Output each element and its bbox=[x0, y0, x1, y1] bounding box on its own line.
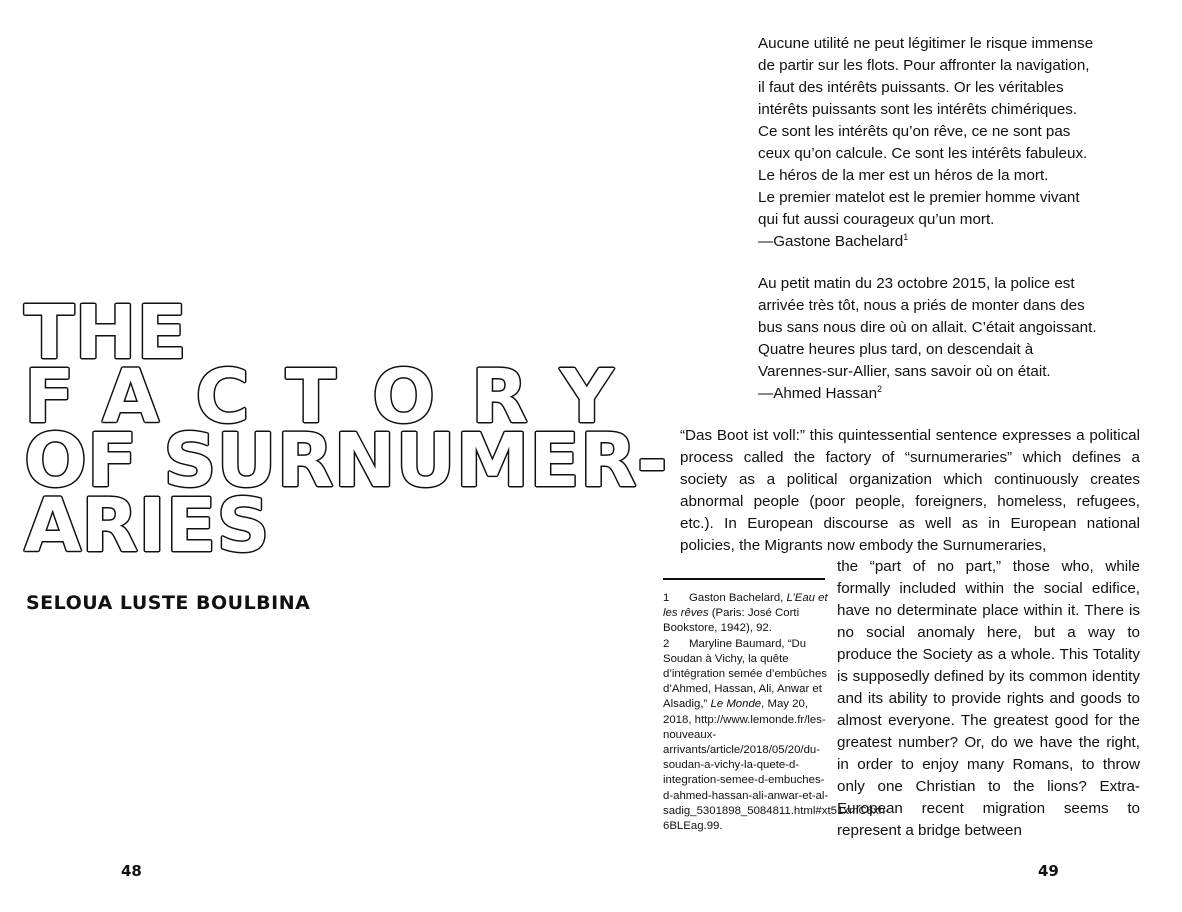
author-name: SELOUA LUSTE BOULBINA bbox=[26, 592, 311, 614]
epigraph-line: Varennes-sur-Allier, sans savoir où on était. bbox=[758, 363, 1051, 380]
footnotes bbox=[663, 591, 889, 834]
footnote-2 bbox=[663, 637, 889, 835]
page-number-right: 49 bbox=[1038, 862, 1059, 880]
epigraph-line: ceux qu’on calcule. Ce sont les intérêts fabuleux. bbox=[758, 145, 1088, 162]
footnote-text: Gaston Bachelard, bbox=[689, 592, 787, 604]
page-number-left: 48 bbox=[121, 862, 142, 880]
epigraph-line: Quatre heures plus tard, on descendait à bbox=[758, 341, 1034, 358]
epigraph-line: Le héros de la mer est un héros de la mort. bbox=[758, 167, 1049, 184]
epigraph-line: intérêts puissants sont les intérêts chimériques. bbox=[758, 101, 1078, 118]
epigraph-line: Le premier matelot est le premier homme vivant bbox=[758, 189, 1080, 206]
footnote-number: 2 bbox=[663, 637, 670, 650]
epigraph-line: Au petit matin du 23 octobre 2015, la police est bbox=[758, 275, 1075, 292]
title-line-1: THE bbox=[24, 290, 187, 376]
epigraph-attribution bbox=[758, 383, 1158, 405]
epigraph-line: il faut des intérêts puissants. Or les véritables bbox=[758, 79, 1064, 96]
epigraph-line: bus sans nous dire où on allait. C’était angoissant. bbox=[758, 319, 1097, 336]
epigraph-line: Aucune utilité ne peut légitimer le risque immense bbox=[758, 35, 1094, 52]
body-paragraph: the “part of no part,” those who, while formally included within the social edifice, have no determinate place within it. There is no social anomaly here, but a way to produce the Society as a whole. This Totality is supposedly defined by its common identity and its ability to provide rights and goods to almost everyone. The greatest good for the greatest number? Or, do we have the right, in order to enjoy many Romans, to throw only one Christian to the lions? Extra-European recent migration seems to represent a bridge between bbox=[837, 558, 1140, 839]
title-line-4: ARIES bbox=[24, 483, 270, 569]
footnote-text: Maryline Baumard, “Du Soudan à Vichy, la quête d’intégration semée d’embûches d’Ahmed, Hassan, Ali, Anwar et Alsadig,” bbox=[663, 637, 827, 711]
footnote-title: L’Eau et les rêves bbox=[663, 592, 828, 620]
epigraph-bachelard bbox=[758, 33, 1158, 253]
footnote-text: (Paris: José Corti Bookstore, 1942), 92. bbox=[663, 607, 800, 635]
attribution-text: —Gastone Bachelard bbox=[758, 233, 904, 250]
epigraph-hassan bbox=[758, 273, 1158, 405]
epigraph-line: Ce sont les intérêts qu’on rêve, ce ne sont pas bbox=[758, 123, 1071, 140]
footnote-text: , May 20, 2018, http://www.lemonde.fr/les-nouveaux-arrivants/article/2018/05/20/du-soudan-a-vichy-la-quete-d-integration-semee-d-embuches-d-ahmed-hassan-ali-anwar-et-al-sadig_5301898_5084811.html#xt51xmC8xh-6BLEag.99. bbox=[663, 698, 889, 833]
footnote-title: Le Monde bbox=[710, 698, 762, 711]
epigraph-line: de partir sur les flots. Pour affronter la navigation, bbox=[758, 57, 1090, 74]
body-text-top bbox=[680, 425, 1140, 557]
attribution-text: —Ahmed Hassan bbox=[758, 385, 878, 402]
footnote-ref[interactable]: 1 bbox=[903, 231, 909, 242]
epigraph-line: arrivée très tôt, nous a priés de monter dans des bbox=[758, 297, 1085, 314]
footnote-ref[interactable]: 2 bbox=[877, 383, 883, 394]
body-paragraph: “Das Boot ist voll:” this quintessential sentence expresses a political process called the factory of “surnumeraries” which defines a society as a political organization which continuously creates abnormal people (poor people, foreigners, homeless, refugees, etc.). In European discourse as well as in European national policies, the Migrants now embody the Surnumeraries, bbox=[680, 427, 1140, 554]
body-text-column bbox=[837, 556, 1140, 842]
footnote-divider bbox=[663, 578, 825, 580]
footnote-1 bbox=[663, 591, 831, 637]
epigraph-attribution bbox=[758, 231, 1158, 253]
title-line-2: FACTORY bbox=[24, 354, 650, 440]
title-line-3: OF SURNUMER- bbox=[24, 418, 668, 504]
footnote-number: 1 bbox=[663, 592, 670, 604]
epigraph-line: qui fut aussi courageux qu’un mort. bbox=[758, 211, 995, 228]
